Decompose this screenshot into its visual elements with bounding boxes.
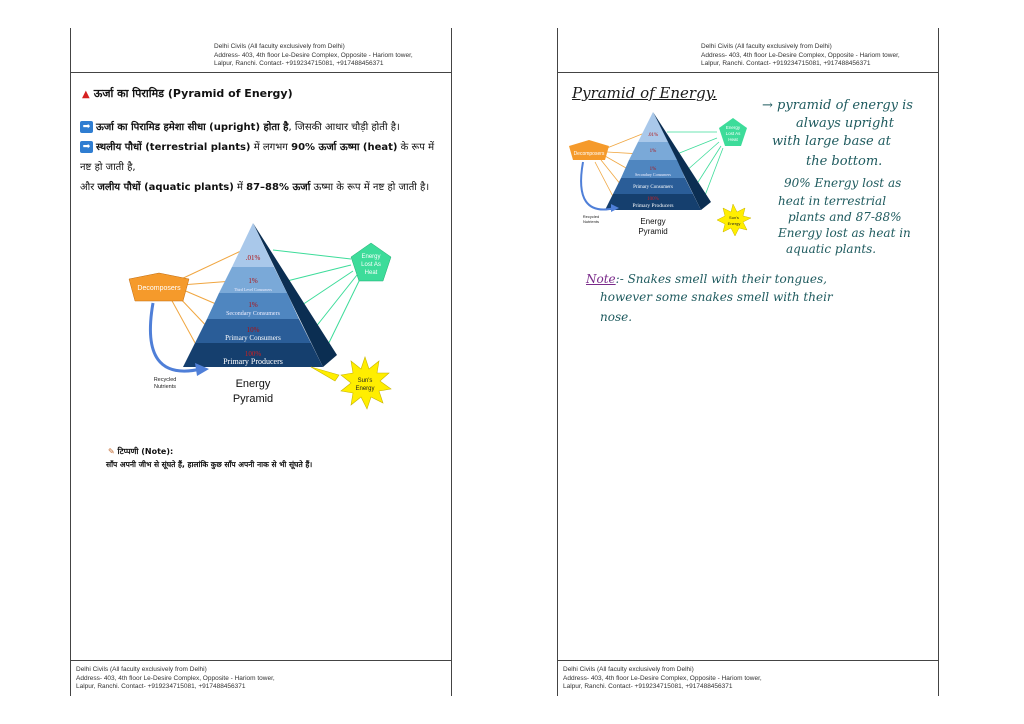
right-header bbox=[701, 43, 900, 69]
footer-line-3: Lalpur, Ranchi. Contact- +919234715081, +917488456371 bbox=[76, 683, 246, 690]
memo-icon: ✎ bbox=[108, 447, 115, 456]
p3-mid: में bbox=[233, 182, 247, 193]
header-line-1: Delhi Civils (All faculty exclusively from Delhi) bbox=[701, 43, 832, 50]
right-page-border-right bbox=[938, 28, 939, 696]
right-arrow-icon: ➡ bbox=[80, 121, 93, 133]
paragraph-2 bbox=[80, 138, 448, 178]
footer-line-1: Delhi Civils (All faculty exclusively from Delhi) bbox=[76, 666, 207, 673]
hand-note-5: 90% Energy lost as bbox=[784, 176, 902, 190]
heat-line-3: Heat bbox=[728, 137, 738, 142]
hand-note-7: plants and 87-88% bbox=[788, 210, 902, 224]
level-3-label: Secondary Consumers bbox=[226, 311, 280, 317]
header-line-3: Lalpur, Ranchi. Contact- +919234715081, +917488456371 bbox=[701, 60, 871, 67]
sun-line-1: Sun's bbox=[357, 378, 373, 384]
p3-bold: जलीय पौधों (aquatic plants) bbox=[97, 182, 234, 193]
level-2-pct: 1% bbox=[248, 277, 258, 285]
heat-line-2: Lost As bbox=[725, 131, 741, 136]
level-5-label: Primary Producers bbox=[223, 357, 283, 366]
caption-line-1: Energy bbox=[235, 378, 271, 390]
hand-note-4: the bottom. bbox=[806, 154, 883, 169]
level-3-pct: 1% bbox=[248, 301, 258, 309]
note-heading bbox=[108, 446, 173, 457]
footer-line-1: Delhi Civils (All faculty exclusively from Delhi) bbox=[563, 666, 694, 673]
right-page-footer-rule bbox=[557, 660, 939, 661]
right-arrow-icon: ➡ bbox=[80, 141, 93, 153]
right-footer bbox=[563, 666, 762, 692]
heat-line-1: Energy bbox=[725, 125, 741, 130]
hand-note-8: Energy lost as heat in bbox=[778, 226, 911, 240]
caption-line-1: Energy bbox=[640, 217, 666, 226]
note-body: साँप अपनी जीभ से सूंघते हैं, हालांकि कुछ साँप अपनी नाक से भी सूंघते हैं। bbox=[106, 460, 313, 469]
p3-rest: ऊष्मा के रूप में नष्ट हो जाती है। bbox=[310, 182, 430, 193]
warning-triangle-icon: ▲ bbox=[82, 89, 90, 100]
note-line-1-text: :- Snakes smell with their tongues, bbox=[615, 272, 827, 286]
decomposers-label: Decomposers bbox=[573, 151, 605, 157]
hand-note-3: with large base at bbox=[772, 134, 891, 149]
hand-note-6: heat in terrestrial bbox=[778, 194, 887, 208]
decomposers-shape bbox=[569, 140, 609, 160]
footer-line-2: Address- 403, 4th floor Le-Desire Complex, Opposite - Hariom tower, bbox=[563, 674, 762, 682]
heat-line-1: Energy bbox=[361, 254, 381, 260]
left-page-footer-rule bbox=[70, 660, 452, 661]
title-text: ऊर्जा का पिरामिड (Pyramid of Energy) bbox=[93, 87, 293, 100]
p2-bold-2: 90% ऊर्जा ऊष्मा (heat) bbox=[291, 142, 398, 153]
level-2-pct: 1% bbox=[649, 149, 657, 154]
header-line-1: Delhi Civils (All faculty exclusively from Delhi) bbox=[214, 43, 345, 50]
recycled-line-1: Recycled bbox=[582, 214, 600, 219]
heat-line-3: Heat bbox=[364, 270, 378, 276]
sun-line-2: Energy bbox=[727, 221, 741, 226]
header-line-2: Address- 403, 4th floor Le-Desire Complex, Opposite - Hariom tower, bbox=[701, 51, 900, 59]
hand-note-9: aquatic plants. bbox=[786, 242, 877, 256]
note-label: Note bbox=[586, 272, 616, 286]
sun-icon bbox=[717, 204, 751, 236]
p2-mid: में लगभग bbox=[250, 142, 292, 153]
header-line-2: Address- 403, 4th floor Le-Desire Complex, Opposite - Hariom tower, bbox=[214, 51, 413, 59]
p2-bold: स्थलीय पौधों (terrestrial plants) bbox=[96, 142, 251, 153]
left-page-border-left bbox=[70, 28, 71, 696]
hand-snake-note-line-2: however some snakes smell with their bbox=[600, 290, 833, 304]
sun-line-2: Energy bbox=[355, 386, 375, 392]
left-footer bbox=[76, 666, 275, 692]
body-paragraph bbox=[80, 118, 448, 198]
level-4-label: Primary Consumers bbox=[633, 185, 673, 190]
paragraph-3 bbox=[80, 178, 448, 198]
p1-bold: ऊर्जा का पिरामिड हमेशा सीधा (upright) होता है bbox=[96, 122, 289, 133]
level-4-pct: 10% bbox=[246, 326, 260, 334]
level-5-pct: 100% bbox=[244, 350, 262, 358]
p3-bold-2: 87–88% ऊर्जा bbox=[246, 182, 311, 193]
caption-line-2: Pyramid bbox=[232, 393, 274, 405]
energy-pyramid-diagram bbox=[125, 215, 400, 415]
level-5-label: Primary Producers bbox=[632, 203, 674, 209]
sun-line-1: Sun's bbox=[729, 215, 739, 220]
pyramid-levels bbox=[183, 223, 323, 367]
energy-pyramid-diagram-small bbox=[565, 108, 755, 248]
heat-line-2: Lost As bbox=[361, 262, 381, 268]
page-title bbox=[82, 86, 293, 101]
handwritten-title: Pyramid of Energy. bbox=[572, 84, 717, 102]
footer-line-3: Lalpur, Ranchi. Contact- +919234715081, +917488456371 bbox=[563, 683, 733, 690]
header-line-3: Lalpur, Ranchi. Contact- +919234715081, +917488456371 bbox=[214, 60, 384, 67]
left-page-border-right bbox=[451, 28, 452, 696]
level-3-pct: 1% bbox=[649, 167, 657, 172]
sun-ray-arrow bbox=[311, 367, 339, 381]
level-4-label: Primary Consumers bbox=[225, 334, 281, 342]
note-head-text: टिप्पणी (Note): bbox=[117, 447, 174, 456]
left-page-header-rule bbox=[70, 72, 452, 73]
recycled-line-2: Nutrients bbox=[582, 219, 600, 224]
hand-snake-note-line-3: nose. bbox=[600, 310, 633, 324]
hand-note-1: → pyramid of energy is bbox=[762, 98, 913, 113]
right-page-header-rule bbox=[557, 72, 939, 73]
level-2-label: Third Level Consumers bbox=[234, 287, 272, 292]
footer-line-2: Address- 403, 4th floor Le-Desire Complex, Opposite - Hariom tower, bbox=[76, 674, 275, 682]
hand-note-2: always upright bbox=[796, 116, 894, 131]
level-1-pct: .01% bbox=[245, 254, 261, 262]
p2-rest: के रूप में नष्ट हो जाती है, bbox=[80, 142, 435, 173]
level-3-label: Secondary Consumers bbox=[635, 172, 671, 177]
p3-a: और bbox=[80, 182, 98, 193]
left-header bbox=[214, 43, 413, 69]
level-1-pct: .01% bbox=[647, 133, 659, 138]
p1-rest: , जिसकी आधार चौड़ी होती है। bbox=[288, 122, 400, 133]
recycled-line-2: Nutrients bbox=[153, 384, 177, 390]
level-5-pct: 100% bbox=[647, 197, 659, 202]
decomposers-label: Decomposers bbox=[137, 285, 181, 292]
caption-line-2: Pyramid bbox=[638, 227, 668, 236]
recycled-line-1: Recycled bbox=[153, 377, 177, 383]
right-page-border-left bbox=[557, 28, 558, 696]
hand-snake-note-line-1 bbox=[586, 272, 827, 286]
paragraph-1 bbox=[80, 118, 448, 138]
